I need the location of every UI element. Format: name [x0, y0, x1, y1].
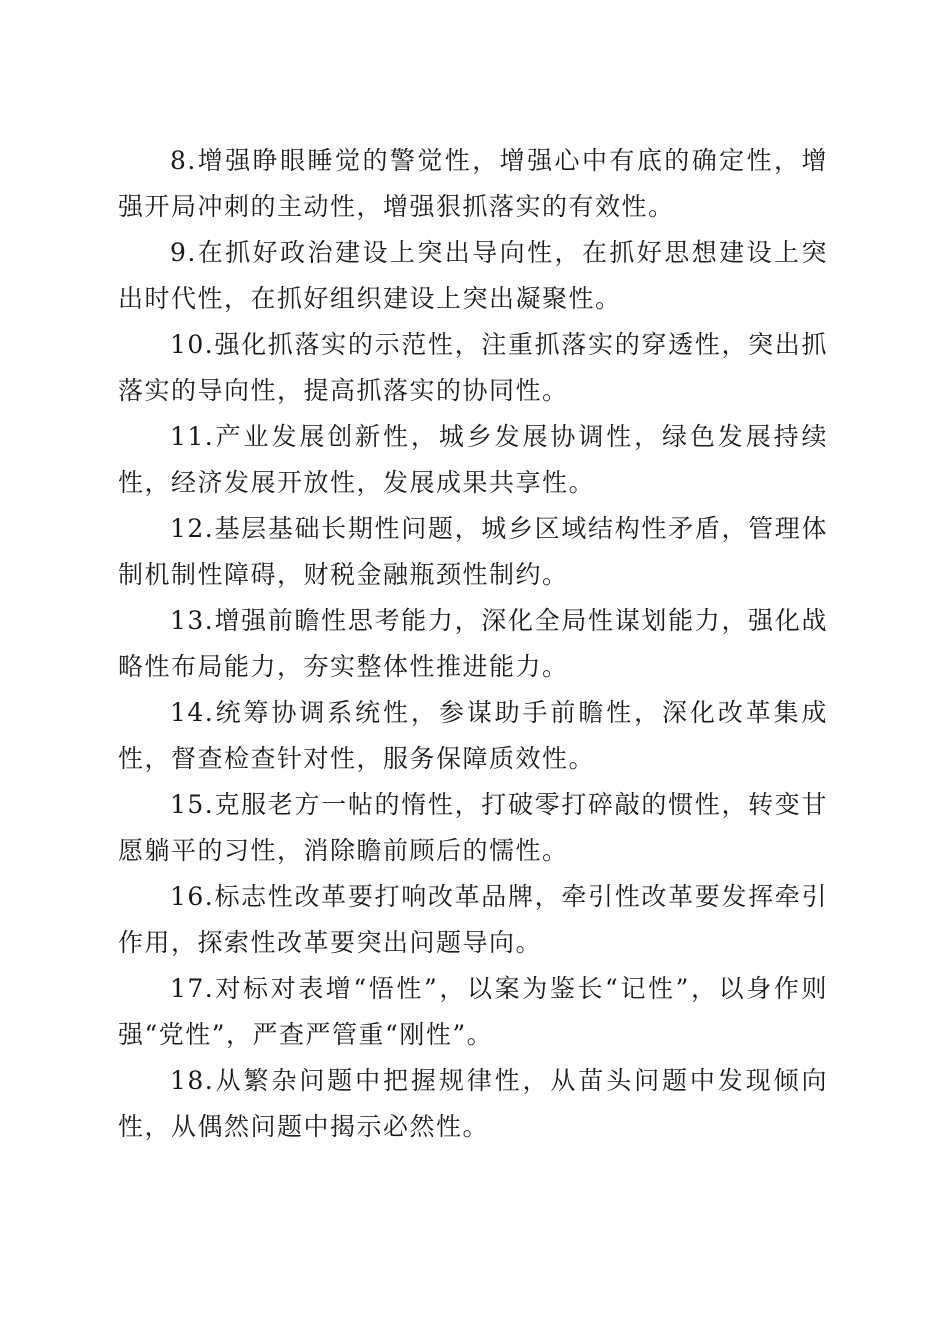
document-body [118, 138, 828, 1150]
list-item-17: 17.对标对表增“悟性”，以案为鉴长“记性”，以身作则强“党性”，严查严管重“刚性”。 [118, 974, 828, 1049]
list-item-11: 11.产业发展创新性，城乡发展协调性，绿色发展持续性，经济发展开放性，发展成果共享性。 [118, 422, 828, 497]
list-item-14: 14.统筹协调系统性，参谋助手前瞻性，深化改革集成性，督查检查针对性，服务保障质效性。 [118, 698, 828, 773]
list-item-18: 18.从繁杂问题中把握规律性，从苗头问题中发现倾向性，从偶然问题中揭示必然性。 [118, 1066, 828, 1141]
list-item-10: 10.强化抓落实的示范性，注重抓落实的穿透性，突出抓落实的导向性，提高抓落实的协同性。 [118, 330, 828, 405]
list-item-13: 13.增强前瞻性思考能力，深化全局性谋划能力，强化战略性布局能力，夯实整体性推进能力。 [118, 606, 828, 681]
list-item-16: 16.标志性改革要打响改革品牌，牵引性改革要发挥牵引作用，探索性改革要突出问题导向。 [118, 882, 828, 957]
list-item-15: 15.克服老方一帖的惰性，打破零打碎敲的惯性，转变甘愿躺平的习性，消除瞻前顾后的懦性。 [118, 790, 828, 865]
list-item-8: 8.增强睁眼睡觉的警觉性，增强心中有底的确定性，增强开局冲刺的主动性，增强狠抓落实的有效性。 [118, 146, 828, 221]
list-item-12: 12.基层基础长期性问题，城乡区域结构性矛盾，管理体制机制性障碍，财税金融瓶颈性制约。 [118, 514, 828, 589]
list-item-9: 9.在抓好政治建设上突出导向性，在抓好思想建设上突出时代性，在抓好组织建设上突出凝聚性。 [118, 238, 828, 313]
